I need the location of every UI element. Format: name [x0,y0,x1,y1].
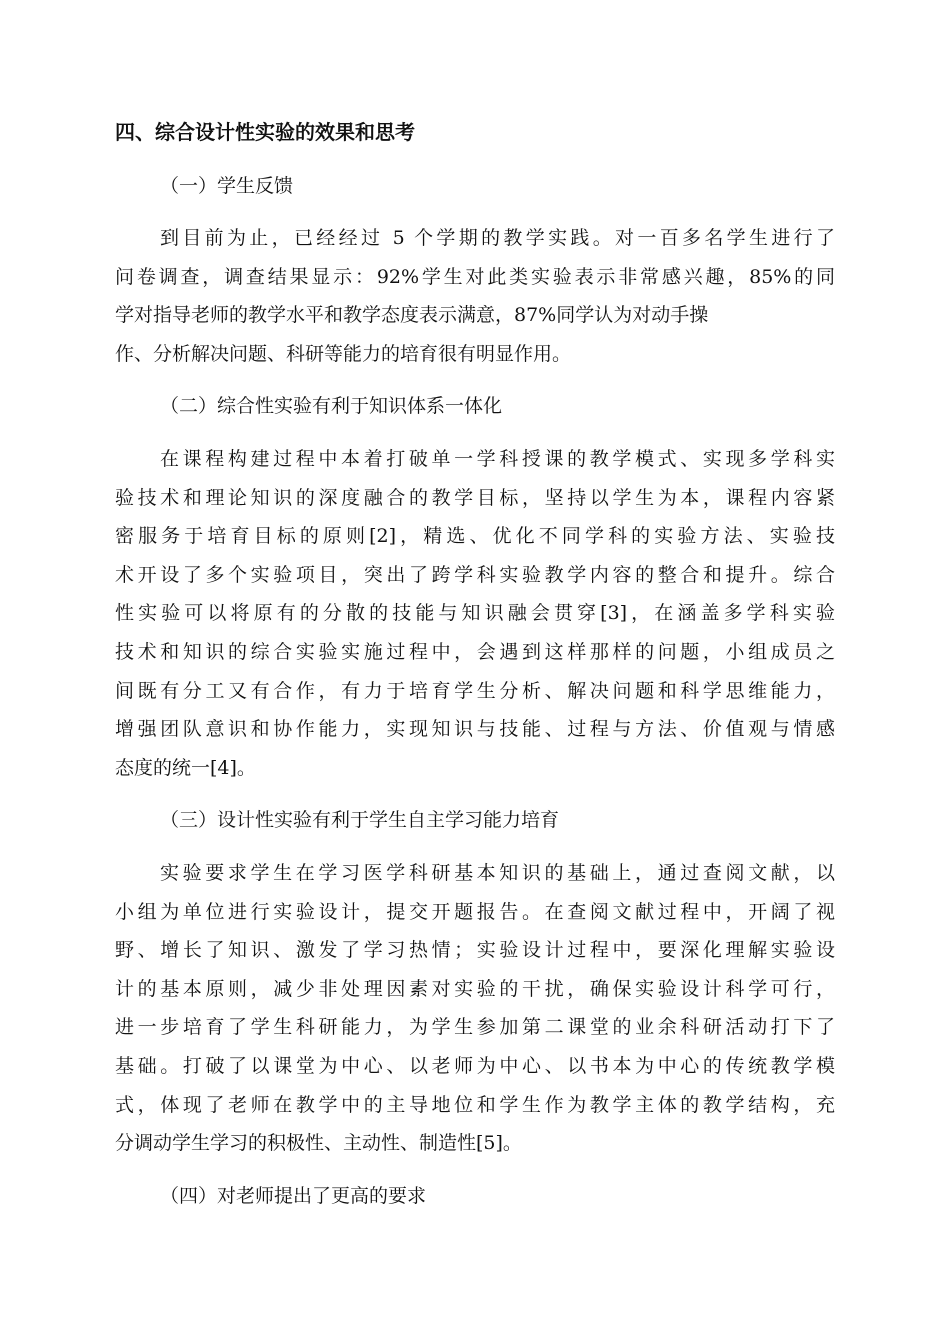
paragraph-line: 野、增长了知识、激发了学习热情；实验设计过程中，要深化理解实验设 [115,939,835,962]
paragraph-line: 分调动学生学习的积极性、主动性、制造性[5]。 [115,1132,522,1155]
paragraph-2 [115,440,835,787]
paragraph-line: 基础。打破了以课堂为中心、以老师为中心、以书本为中心的传统教学模 [115,1054,835,1077]
subsection-heading-4: （四）对老师提出了更高的要求 [160,1185,427,1207]
paragraph-line: 技术和知识的综合实验实施过程中，会遇到这样那样的问题，小组成员之 [115,640,835,663]
paragraph-line: 性实验可以将原有的分散的技能与知识融会贯穿[3]，在涵盖多学科实验 [115,602,835,625]
paragraph-3 [115,854,835,1163]
paragraph-line: 间既有分工又有合作，有力于培育学生分析、解决问题和科学思维能力， [115,679,835,702]
paragraph-line: 进一步培育了学生科研能力，为学生参加第二课堂的业余科研活动打下了 [115,1016,835,1039]
paragraph-line: 实验要求学生在学习医学科研基本知识的基础上，通过查阅文献，以 [160,862,835,884]
subsection-heading-3: （三）设计性实验有利于学生自主学习能力培育 [160,809,560,831]
paragraph-line: 到目前为止，已经经过 5 个学期的教学实践。对一百多名学生进行了 [160,227,835,249]
paragraph-line: 态度的统一[4]。 [115,756,256,779]
subsection-heading-2: （二）综合性实验有利于知识体系一体化 [160,395,503,417]
paragraph-line: 计的基本原则，减少非处理因素对实验的干扰，确保实验设计科学可行， [115,977,835,1000]
subsection-heading-1: （一）学生反馈 [160,175,294,197]
paragraph-line: 密服务于培育目标的原则[2]，精选、优化不同学科的实验方法、实验技 [115,525,835,548]
paragraph-line: 验技术和理论知识的深度融合的教学目标，坚持以学生为本，课程内容紧 [115,486,835,509]
paragraph-line: 作、分析解决问题、科研等能力的培育很有明显作用。 [115,342,572,365]
paragraph-line: 在课程构建过程中本着打破单一学科授课的教学模式、实现多学科实 [160,448,835,470]
section-heading: 四、综合设计性实验的效果和思考 [115,120,415,144]
paragraph-1 [115,219,835,373]
paragraph-line: 学对指导老师的教学水平和教学态度表示满意，87%同学认为对动手操 [115,304,709,327]
paragraph-line: 增强团队意识和协作能力，实现知识与技能、过程与方法、价值观与情感 [115,718,835,741]
paragraph-line: 小组为单位进行实验设计，提交开题报告。在查阅文献过程中，开阔了视 [115,900,835,923]
paragraph-line: 式，体现了老师在教学中的主导地位和学生作为教学主体的教学结构，充 [115,1093,835,1116]
paragraph-line: 问卷调查，调查结果显示：92%学生对此类实验表示非常感兴趣，85%的同 [115,265,835,288]
paragraph-line: 术开设了多个实验项目，突出了跨学科实验教学内容的整合和提升。综合 [115,563,835,586]
